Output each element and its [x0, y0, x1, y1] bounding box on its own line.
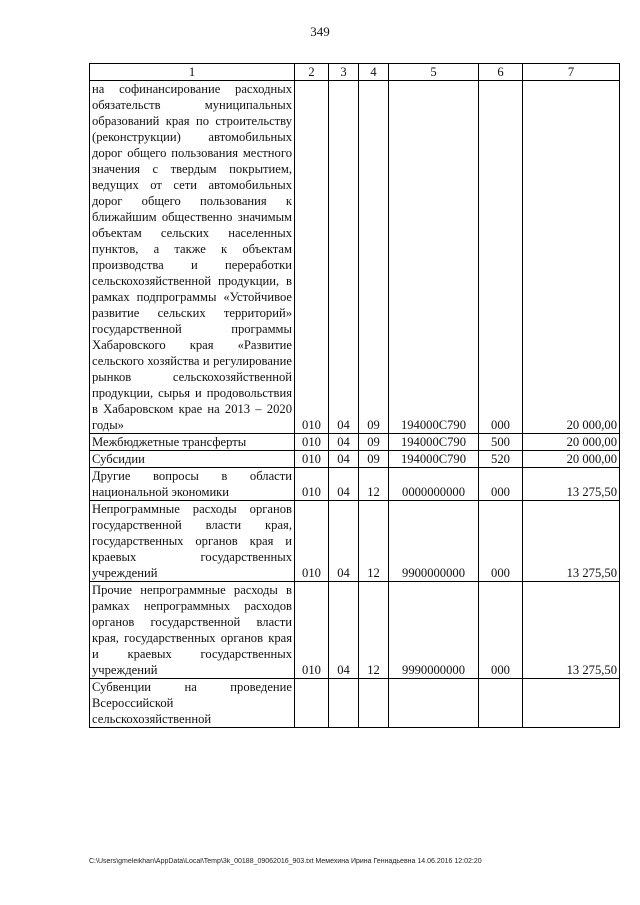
row-amount: 20 000,00 [523, 451, 620, 468]
row-amount: 20 000,00 [523, 434, 620, 451]
budget-table [89, 63, 620, 728]
row-code-admin: 010 [295, 468, 329, 501]
row-code-section: 04 [329, 501, 359, 582]
table-row [90, 679, 620, 728]
header-cell: 2 [295, 64, 329, 81]
header-cell: 6 [479, 64, 523, 81]
row-amount [523, 679, 620, 728]
row-code-admin: 010 [295, 451, 329, 468]
page-number: 349 [310, 24, 330, 39]
file-path-footer: C:\Users\gmeleikhan\AppData\Local\Temp\3k_00188_09062016_903.txt Мемехина Ирина Геннадьевна 14.06.2016 12:02:20 [89, 858, 482, 865]
row-code-subsection: 09 [359, 81, 389, 434]
header-cell: 3 [329, 64, 359, 81]
header-cell: 4 [359, 64, 389, 81]
row-code-target [389, 679, 479, 728]
row-code-expense-type: 000 [479, 468, 523, 501]
row-name: Межбюджетные трансферты [90, 434, 295, 451]
row-amount: 13 275,50 [523, 582, 620, 679]
header-cell: 7 [523, 64, 620, 81]
row-name: Субвенции на проведение Всероссийской сельскохозяйственной [90, 679, 295, 728]
row-code-subsection: 09 [359, 451, 389, 468]
row-code-expense-type: 500 [479, 434, 523, 451]
row-code-section: 04 [329, 468, 359, 501]
row-code-admin: 010 [295, 434, 329, 451]
row-code-expense-type: 000 [479, 501, 523, 582]
row-code-expense-type [479, 679, 523, 728]
row-code-expense-type: 000 [479, 81, 523, 434]
table-row [90, 434, 620, 451]
row-name: Прочие непрограммные расходы в рамках непрограммных расходов органов государственной власти края, государственных органов края и краевых государственных учреждений [90, 582, 295, 679]
header-cell: 1 [90, 64, 295, 81]
row-code-subsection: 12 [359, 582, 389, 679]
row-code-target: 0000000000 [389, 468, 479, 501]
row-amount: 13 275,50 [523, 501, 620, 582]
row-name: Субсидии [90, 451, 295, 468]
row-code-target: 194000С790 [389, 434, 479, 451]
row-name: на софинансирование расходных обязательств муниципальных образований края по строительству (реконструкции) автомобильных дорог общего пользования местного значения с твердым покрытием, ведущих от сети автомобильных дорог общего пользования к ближайшим общественно значимым объектам сельских населенных пунктов, а также к объектам производства и переработки сельскохозяйственной продукции, в рамках подпрограммы «Устойчивое развитие сельских территорий» государственной программы Хабаровского края «Развитие сельского хозяйства и регулирование рынков сельскохозяйственной продукции, сырья и продовольствия в Хабаровском крае на 2013 – 2020 годы» [90, 81, 295, 434]
row-code-target: 194000С790 [389, 451, 479, 468]
row-code-section: 04 [329, 451, 359, 468]
row-code-subsection: 09 [359, 434, 389, 451]
row-code-target: 194000С790 [389, 81, 479, 434]
row-name: Другие вопросы в области национальной экономики [90, 468, 295, 501]
row-code-section: 04 [329, 582, 359, 679]
row-code-subsection [359, 679, 389, 728]
row-code-target: 9900000000 [389, 501, 479, 582]
row-name: Непрограммные расходы органов государственной власти края, государственных органов края и краевых государственных учреждений [90, 501, 295, 582]
table-row [90, 501, 620, 582]
table-row [90, 468, 620, 501]
header-cell: 5 [389, 64, 479, 81]
row-code-subsection: 12 [359, 468, 389, 501]
row-code-section: 04 [329, 434, 359, 451]
table-row [90, 582, 620, 679]
table-row [90, 451, 620, 468]
table-header-row [90, 64, 620, 81]
row-code-admin: 010 [295, 582, 329, 679]
row-code-section: 04 [329, 81, 359, 434]
row-code-subsection: 12 [359, 501, 389, 582]
row-code-admin: 010 [295, 501, 329, 582]
row-code-section [329, 679, 359, 728]
row-amount: 13 275,50 [523, 468, 620, 501]
row-amount: 20 000,00 [523, 81, 620, 434]
row-code-expense-type: 520 [479, 451, 523, 468]
row-code-target: 9990000000 [389, 582, 479, 679]
row-code-admin: 010 [295, 81, 329, 434]
table-row [90, 81, 620, 434]
row-code-admin [295, 679, 329, 728]
row-code-expense-type: 000 [479, 582, 523, 679]
